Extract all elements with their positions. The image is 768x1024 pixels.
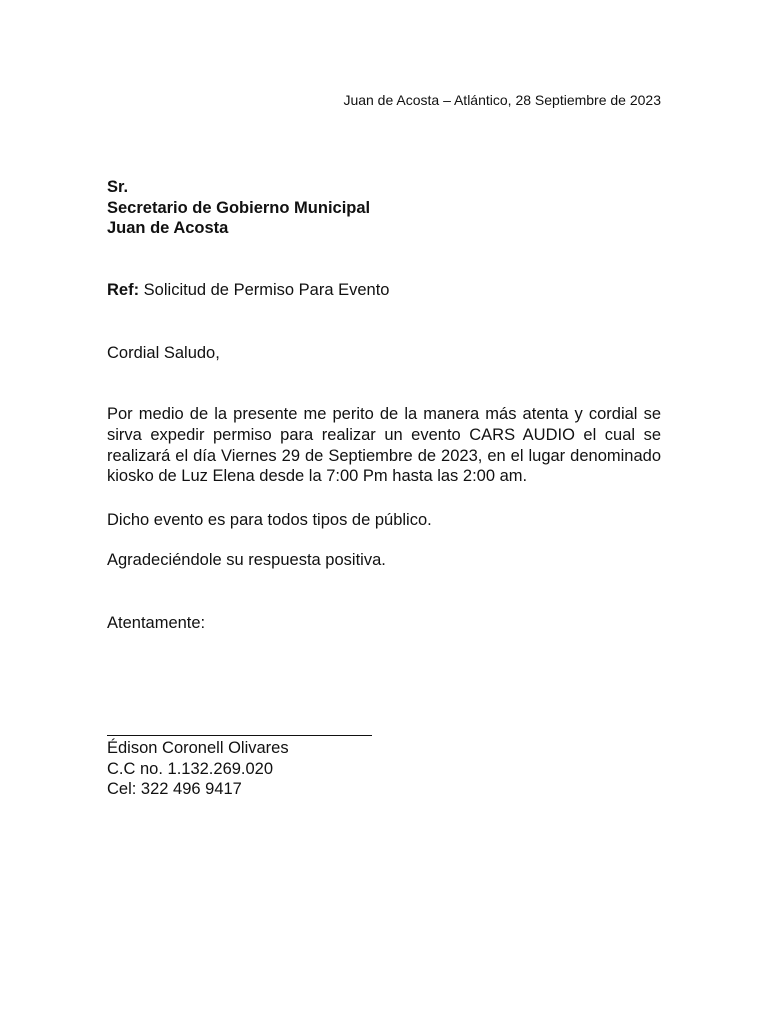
recipient-location: Juan de Acosta xyxy=(107,219,229,237)
signer-id: C.C no. 1.132.269.020 xyxy=(107,759,274,778)
signer-block xyxy=(107,738,289,800)
recipient-salutation: Sr. xyxy=(107,178,129,196)
reference-line xyxy=(107,280,389,300)
greeting: Cordial Saludo, xyxy=(107,344,220,362)
body-paragraph-request: Por medio de la presente me perito de la manera más atenta y cordial se sirva expedir permiso para realizar un evento CARS AUDIO el cual se realizará el día Viernes 29 de Septiembre de 2023, en el lugar denominado kiosko de Luz Elena desde la 7:00 Pm hasta las 2:00 am. xyxy=(107,405,661,486)
recipient-block xyxy=(107,177,370,239)
body-paragraph-audience: Dicho evento es para todos tipos de público. xyxy=(107,511,432,529)
signature-line xyxy=(107,735,372,736)
recipient-title: Secretario de Gobierno Municipal xyxy=(107,198,371,217)
signer-name: Édison Coronell Olivares xyxy=(107,739,289,757)
reference-text: Solicitud de Permiso Para Evento xyxy=(139,281,390,299)
closing: Atentamente: xyxy=(107,614,206,632)
body-paragraph-thanks: Agradeciéndole su respuesta positiva. xyxy=(107,551,386,569)
signer-phone: Cel: 322 496 9417 xyxy=(107,780,242,798)
reference-label: Ref: xyxy=(107,281,140,299)
date-line: Juan de Acosta – Atlántico, 28 Septiembre de 2023 xyxy=(343,92,661,108)
